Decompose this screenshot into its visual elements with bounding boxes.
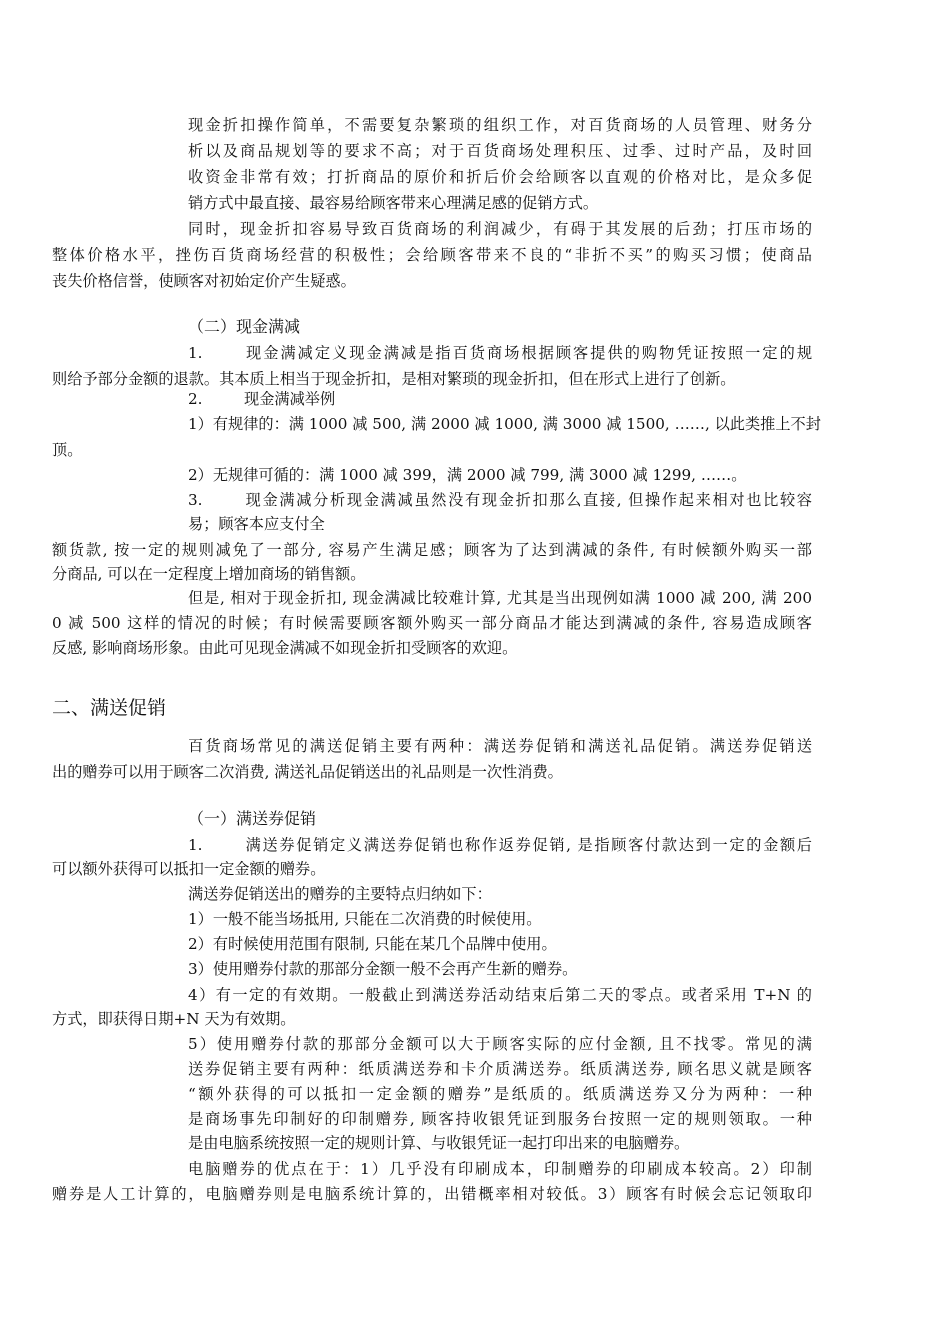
paragraph-line: 是由电脑系统按照一定的规则计算、与收银凭证一起打印出来的电脑赠券。 bbox=[188, 1134, 690, 1152]
paragraph-line: 分商品, 可以在一定程度上增加商场的销售额。 bbox=[52, 565, 366, 583]
paragraph-line: 赠券是人工计算的，电脑赠券则是电脑系统计算的，出错概率相对较低。3）顾客有时候会忘记领取印 bbox=[52, 1185, 812, 1203]
feature-item: 3）使用赠券付款的那部分金额一般不会再产生新的赠券。 bbox=[188, 960, 578, 978]
feature-item: 2）有时候使用范围有限制, 只能在某几个品牌中使用。 bbox=[188, 935, 557, 953]
paragraph-line: 顶。 bbox=[52, 441, 83, 459]
paragraph-line: 可以额外获得可以抵扣一定金额的赠券。 bbox=[52, 860, 326, 878]
paragraph-line: 销方式中最直接、最容易给顾客带来心理满足感的促销方式。 bbox=[188, 194, 599, 212]
item-number: 1. bbox=[188, 836, 203, 854]
paragraph-line: 收资金非常有效；打折商品的原价和折后价会给顾客以直观的价格对比，是众多促 bbox=[188, 168, 812, 186]
item-text: 现金满减分析现金满减虽然没有现金折扣那么直接, 但操作起来相对也比较容 bbox=[244, 491, 812, 509]
example-line: 1）有规律的：满 1000 减 500, 满 2000 减 1000, 满 3000 减 1500, ……, 以此类推上不封 bbox=[188, 415, 821, 433]
paragraph-line: “额外获得的可以抵扣一定金额的赠券”是纸质的。纸质满送券又分为两种：一种 bbox=[188, 1085, 812, 1103]
subsection-heading: （二）现金满减 bbox=[188, 317, 301, 336]
paragraph-line: 0 减 500 这样的情况的时候；有时候需要顾客额外购买一部分商品才能达到满减的条件, 容易造成顾客 bbox=[52, 614, 812, 632]
paragraph-line: 出的赠券可以用于顾客二次消费, 满送礼品促销送出的礼品则是一次性消费。 bbox=[52, 763, 563, 781]
paragraph-line: 析以及商品规划等的要求不高；对于百货商场处理积压、过季、过时产品，及时回 bbox=[188, 142, 812, 160]
paragraph-line: 同时，现金折扣容易导致百货商场的利润减少，有碍于其发展的后劲；打压市场的 bbox=[188, 220, 812, 238]
item-number: 1. bbox=[188, 344, 203, 362]
item-text: 满送券促销定义满送券促销也称作返券促销, 是指顾客付款达到一定的金额后 bbox=[244, 836, 812, 854]
paragraph-line: 电脑赠券的优点在于：1）几乎没有印刷成本，印制赠券的印刷成本较高。2）印制 bbox=[188, 1160, 812, 1178]
paragraph-line: 易；顾客本应支付全 bbox=[188, 515, 325, 533]
paragraph-line: 反感, 影响商场形象。由此可见现金满减不如现金折扣受顾客的欢迎。 bbox=[52, 639, 518, 657]
paragraph-line: 整体价格水平，挫伤百货商场经营的积极性；会给顾客带来不良的“非折不买”的购买习惯；使商品 bbox=[52, 246, 812, 264]
paragraph-line: 百货商场常见的满送促销主要有两种：满送券促销和满送礼品促销。满送券促销送 bbox=[188, 737, 812, 755]
feature-item: 5）使用赠券付款的那部分金额可以大于顾客实际的应付金额, 且不找零。常见的满 bbox=[188, 1035, 812, 1053]
list-item bbox=[188, 832, 812, 858]
list-item bbox=[188, 386, 812, 412]
item-text: 现金满减定义现金满减是指百货商场根据顾客提供的购物凭证按照一定的规 bbox=[244, 344, 812, 362]
example-line: 2）无规律可循的：满 1000 减 399，满 2000 减 799, 满 3000 减 1299, ……。 bbox=[188, 466, 747, 484]
paragraph-line: 是商场事先印制好的印制赠券, 顾客持收银凭证到服务台按照一定的规则领取。一种 bbox=[188, 1110, 812, 1128]
item-number: 2. bbox=[188, 390, 203, 408]
item-number: 3. bbox=[188, 491, 203, 509]
paragraph-line: 丧失价格信誉，使顾客对初始定价产生疑惑。 bbox=[52, 272, 356, 290]
paragraph-line: 但是, 相对于现金折扣, 现金满减比较难计算, 尤其是当出现例如满 1000 减 200, 满 200 bbox=[188, 589, 812, 607]
paragraph-line: 满送券促销送出的赠券的主要特点归纳如下： bbox=[188, 885, 492, 903]
paragraph-line: 现金折扣操作简单，不需要复杂繁琐的组织工作，对百货商场的人员管理、财务分 bbox=[188, 116, 812, 134]
paragraph-line: 方式，即获得日期+N 天为有效期。 bbox=[52, 1010, 296, 1028]
section-heading: 二、满送促销 bbox=[52, 697, 167, 719]
feature-item: 4）有一定的有效期。一般截止到满送券活动结束后第二天的零点。或者采用 T+N 的 bbox=[188, 986, 812, 1004]
item-text: 现金满减举例 bbox=[244, 390, 336, 408]
list-item bbox=[188, 340, 812, 366]
list-item bbox=[188, 487, 812, 513]
subsection-heading: （一）满送券促销 bbox=[188, 809, 317, 828]
feature-item: 1）一般不能当场抵用, 只能在二次消费的时候使用。 bbox=[188, 910, 542, 928]
paragraph-line: 则给予部分金额的退款。其本质上相当于现金折扣，是相对繁琐的现金折扣，但在形式上进行了创新。 bbox=[52, 370, 736, 388]
paragraph-line: 额货款, 按一定的规则减免了一部分, 容易产生满足感；顾客为了达到满减的条件, 有时候额外购买一部 bbox=[52, 541, 812, 559]
paragraph-line: 送券促销主要有两种：纸质满送券和卡介质满送券。纸质满送券, 顾名思义就是顾客 bbox=[188, 1060, 812, 1078]
